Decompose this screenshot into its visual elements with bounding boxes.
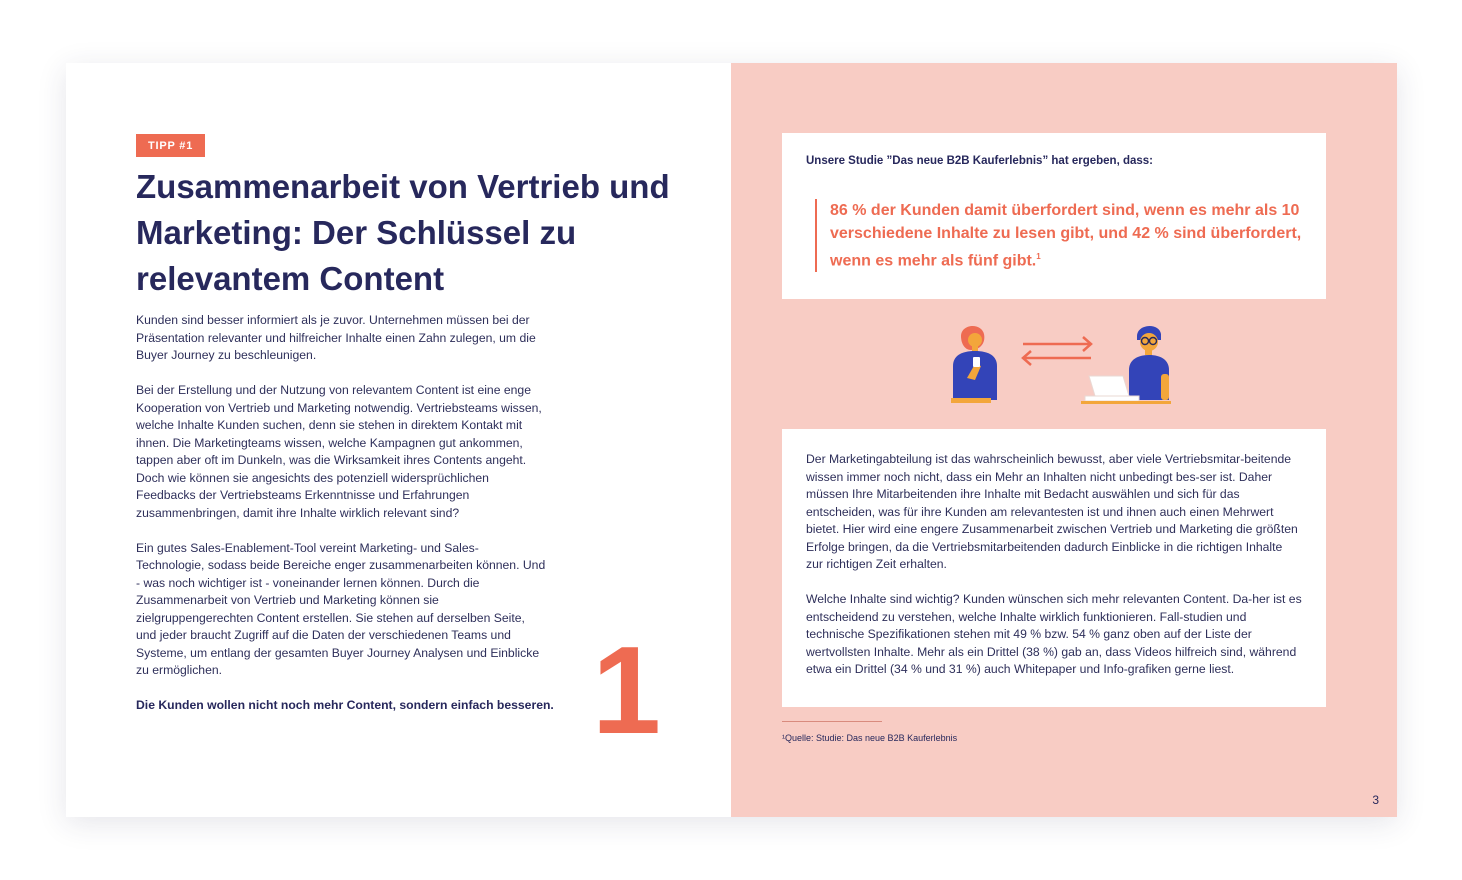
collaboration-illustration: [941, 318, 1191, 408]
closing-statement: Die Kunden wollen nicht noch mehr Content, sondern einfach besseren.: [136, 698, 554, 712]
paragraph: Ein gutes Sales-Enablement-Tool vereint Marketing- und Sales-Technologie, sodass beide Bereiche enger zusammenarbeiten können. Und - was noch wichtiger ist - voneinander lernen können. Durch die Zusammenarbeit von Vertrieb und Marketing können sie zielgruppengerechten Content erstellen. Sie stehen auf derselben Seite, und jeder braucht Zugriff auf die Daten der verschiedenen Teams und Systeme, um entlang der gesamten Buyer Journey Analysen und Einblicke zu ermöglichen.: [136, 540, 546, 677]
page-title: Zusammenarbeit von Vertrieb und Marketing: Der Schlüssel zu relevantem Content: [136, 168, 670, 297]
paragraph: Der Marketingabteilung ist das wahrscheinlich bewusst, aber viele Vertriebsmitar-beitende wissen immer noch nicht, dass ein Mehr an Inhalten nicht unbedingt bes-ser ist. Daher müssen Ihre Mitarbeitenden ihre Inhalte mit Bedacht auswählen und sich für das entscheiden, was für ihre Kunden am relevantesten ist und ihnen auch einen Mehrwert bietet. Hier wird eine engere Zusammenarbeit zwischen Vertrieb und Marketing die größten Erfolge bringen, da die Vertriebsmitarbeitenden dadurch Einblicke in die richtigen Inhalte zur richtigen Zeit erhalten.: [806, 452, 1298, 571]
footnote-mark: 1: [1036, 252, 1041, 261]
body-text: [136, 312, 554, 732]
footnote-divider: [782, 721, 882, 722]
man-with-laptop-icon: [1081, 326, 1171, 404]
text-box-content: [806, 451, 1302, 696]
tip-number: 1: [592, 622, 661, 760]
study-intro: Unsere Studie ”Das neue B2B Kauferlebnis” hat ergeben, dass:: [806, 155, 1154, 167]
page-number: 3: [1372, 793, 1379, 807]
right-page: [731, 63, 1397, 817]
tip-tag: TIPP #1: [136, 134, 205, 157]
text-box: [782, 429, 1326, 707]
document-spread: [66, 63, 1397, 817]
paragraph: Bei der Erstellung und der Nutzung von relevantem Content ist eine enge Kooperation von Vertrieb und Marketing notwendig. Vertriebsteams wissen, welche Inhalte Kunden suchen, denn sie stehen in direktem Kontakt mit ihnen. Die Marketingteams wissen, welche Kampagnen gut ankommen, tappen aber oft im Dunkeln, was die Wirksamkeit ihres Contents angeht. Doch wie können sie angesichts des potenziell widersprüchlichen Feedbacks der Vertriebsteams Erkenntnisse und Erfahrungen zusammenbringen, damit ihre Inhalte wirklich relevant sind?: [136, 383, 542, 520]
exchange-arrows-icon: [1023, 337, 1091, 365]
paragraph: Kunden sind besser informiert als je zuvor. Unternehmen müssen bei der Präsentation relevanter und hilfreicher Inhalte einen Zahn zulegen, um die Buyer Journey zu beschleunigen.: [136, 313, 536, 362]
footnote: ¹Quelle: Studie: Das neue B2B Kauferlebnis: [782, 733, 958, 743]
quote-text: 86 % der Kunden damit überfordert sind, wenn es mehr als 10 verschiedene Inhalte zu lesen gibt, und 42 % sind überfordert, wenn es mehr als fünf gibt.: [830, 202, 1302, 270]
woman-with-cup-icon: [951, 326, 997, 403]
pull-quote: [815, 199, 1320, 272]
quote-box: [782, 133, 1326, 299]
left-page: [66, 63, 731, 817]
paragraph: Welche Inhalte sind wichtig? Kunden wünschen sich mehr relevanten Content. Da-her ist es entscheidend zu verstehen, welche Inhalte wirklich funktionieren. Fall-studien und technische Spezifikationen stehen mit 49 % bzw. 54 % ganz oben auf der Liste der wertvollsten Inhalte. Mehr als ein Drittel (38 %) gab an, dass Videos hilfreich sind, während etwa ein Drittel (34 % und 31 %) auch Whitepaper und Info-grafiken gerne liest.: [806, 592, 1302, 676]
